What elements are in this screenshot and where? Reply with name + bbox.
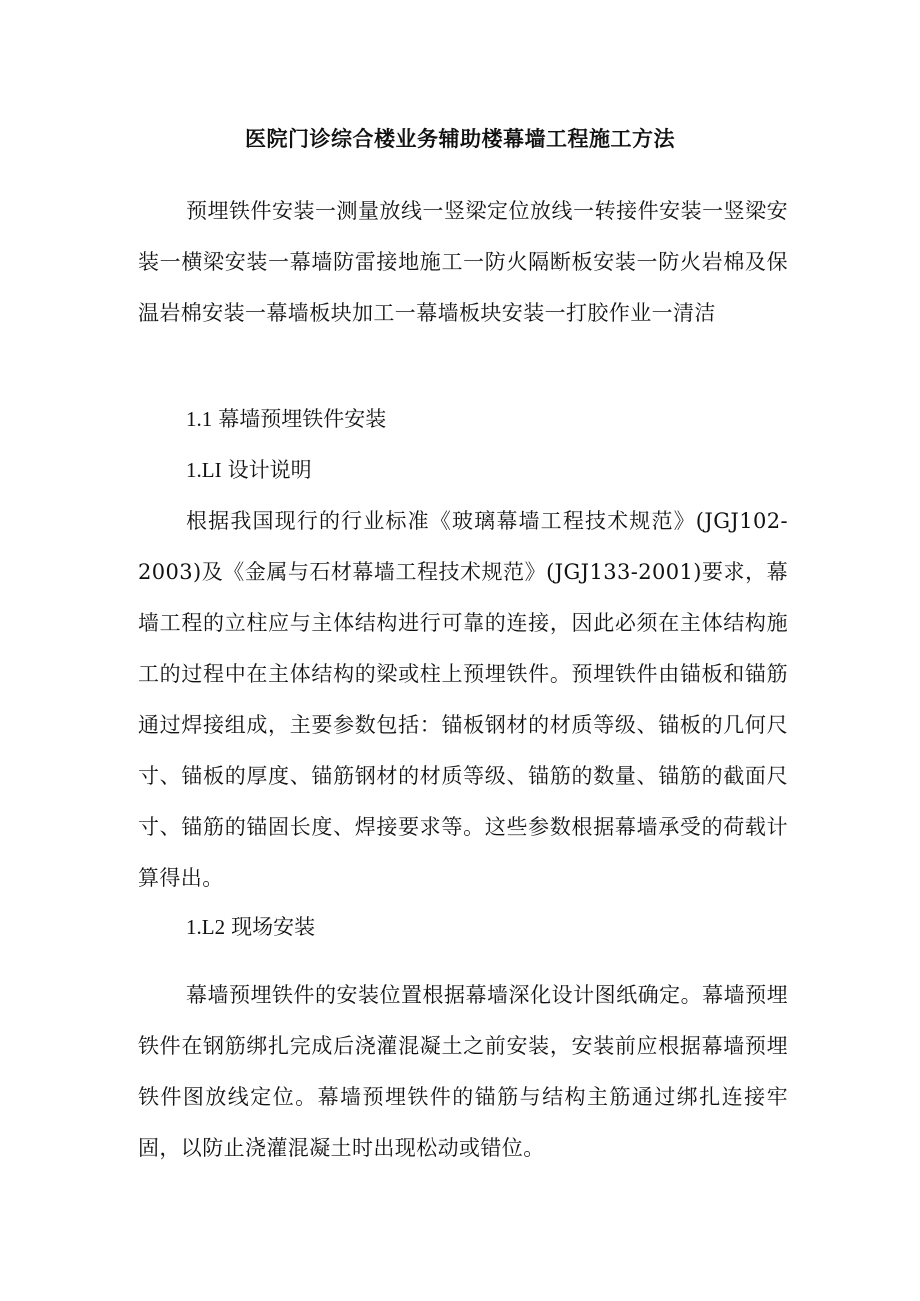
section-heading-1-1-2 xyxy=(186,912,315,942)
section-number: 1.1 xyxy=(186,407,213,431)
section-number: 1.L2 xyxy=(186,915,226,939)
section-label: 幕墙预埋铁件安装 xyxy=(218,407,387,431)
document-title: 医院门诊综合楼业务辅助楼幕墙工程施工方法 xyxy=(245,126,675,151)
section-heading-1-1 xyxy=(186,404,386,434)
section-label: 设计说明 xyxy=(227,458,312,482)
section-label: 现场安装 xyxy=(231,915,316,939)
design-description-paragraph: 根据我国现行的行业标准《玻璃幕墙工程技术规范》(JGJ102-2003)及《金属与石材幕墙工程技术规范》(JGJ133-2001)要求，幕墙工程的立柱应与主体结构进行可靠的连接，因此必须在主体结构施工的过程中在主体结构的梁或柱上预埋铁件。预埋铁件由锚板和锚筋通过焊接组成，主要参数包括：锚板钢材的材质等级、锚板的几何尺寸、锚板的厚度、锚筋钢材的材质等级、锚筋的数量、锚筋的截面尺寸、锚筋的锚固长度、焊接要求等。这些参数根据幕墙承受的荷载计算得出。 xyxy=(138,509,788,890)
site-installation-paragraph: 幕墙预埋铁件的安装位置根据幕墙深化设计图纸确定。幕墙预埋铁件在钢筋绑扎完成后浇灌混凝土之前安装，安装前应根据幕墙预埋铁件图放线定位。幕墙预埋铁件的锚筋与结构主筋通过绑扎连接牢固，以防止浇灌混凝土时出现松动或错位。 xyxy=(138,983,788,1160)
section-heading-1-1-1 xyxy=(186,455,312,485)
process-flow-paragraph: 预埋铁件安装一测量放线一竖梁定位放线一转接件安装一竖梁安装一横梁安装一幕墙防雷接地施工一防火隔断板安装一防火岩棉及保温岩棉安装一幕墙板块加工一幕墙板块安装一打胶作业一清洁 xyxy=(138,199,788,325)
section-number: 1.LI xyxy=(186,458,222,482)
